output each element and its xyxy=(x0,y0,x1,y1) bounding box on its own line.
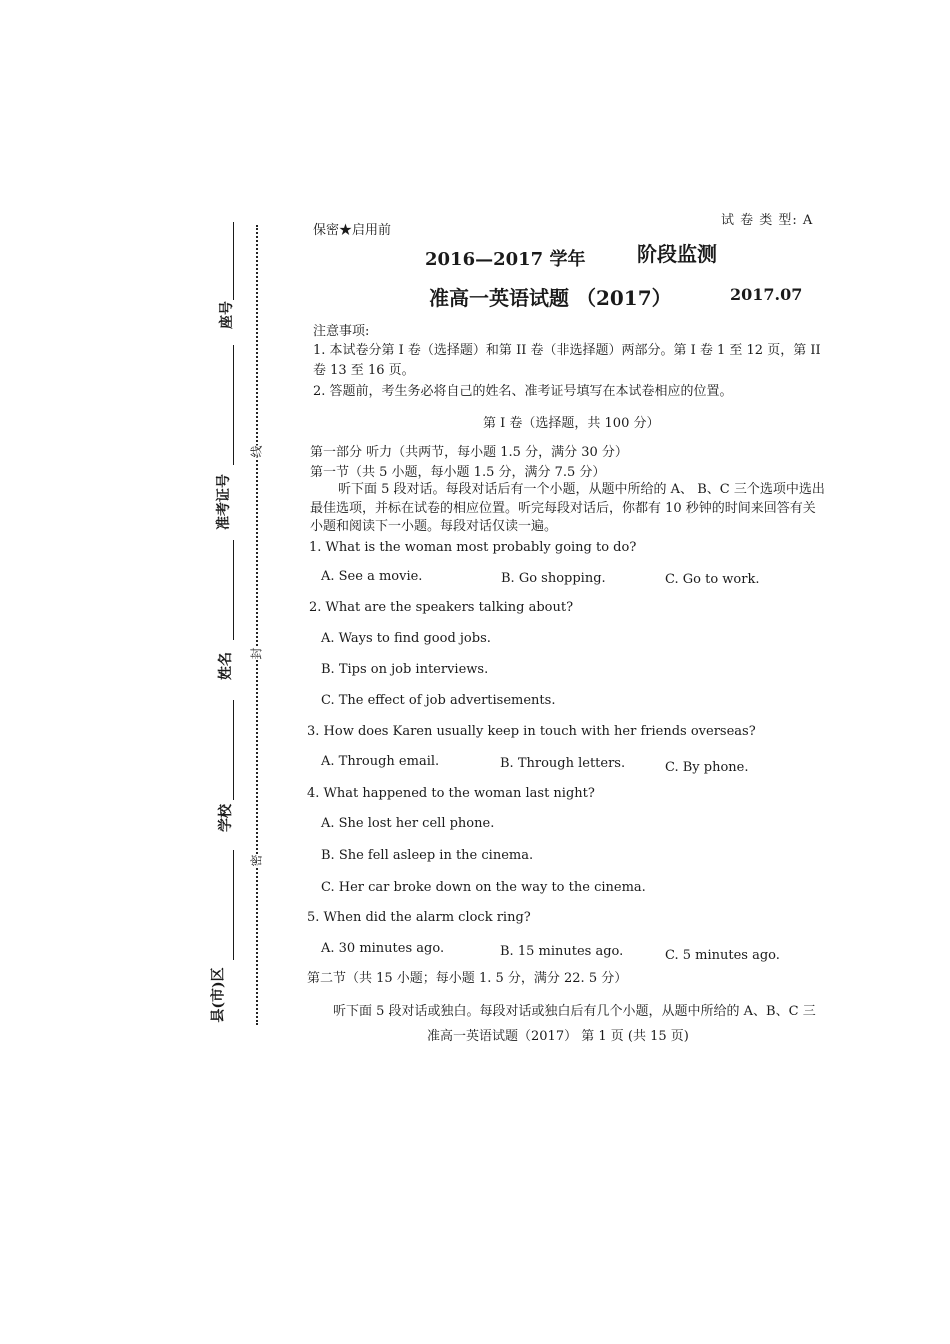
notes-item1-line2: 卷 13 至 16 页。 xyxy=(313,363,415,378)
notes-item1-line1: 1. 本试卷分第 I 卷（选择题）和第 II 卷（非选择题）两部分。第 I 卷 1 至 12 页，第 II xyxy=(313,343,821,358)
seal-mark-feng: 封 xyxy=(249,647,264,660)
notes-item2: 2. 答题前，考生务必将自己的姓名、准考证号填写在本试卷相应的位置。 xyxy=(313,384,733,399)
admission-label: 准考证号 xyxy=(216,474,232,530)
school-label: 学校 xyxy=(218,804,234,832)
section2-heading: 第二节（共 15 小题；每小题 1. 5 分，满分 22. 5 分） xyxy=(307,971,628,986)
section1-instr-line2: 最佳选项，并标在试卷的相应位置。听完每段对话后，你都有 10 秒钟的时间来回答有关 xyxy=(310,501,816,516)
section2-instr-line1: 听下面 5 段对话或独白。每段对话或独白后有几个小题，从题中所给的 A、B、C 三 xyxy=(333,1004,816,1019)
section1-instr-line3: 小题和阅读下一小题。每段对话仅读一遍。 xyxy=(310,519,558,534)
section1-instr-line1: 听下面 5 段对话。每段对话后有一个小题，从题中所给的 A、 B、C 三个选项中选出 xyxy=(338,482,825,497)
option-c: C. Go to work. xyxy=(665,572,760,587)
option-c: C. 5 minutes ago. xyxy=(665,948,780,963)
admission-blank-line xyxy=(233,345,234,465)
option-b: B. Tips on job interviews. xyxy=(321,662,489,677)
title-date: 2017.07 xyxy=(730,285,803,304)
option-c: C. By phone. xyxy=(665,760,749,775)
option-a: A. She lost her cell phone. xyxy=(321,816,495,831)
seal-dotted-line xyxy=(256,225,258,1025)
question-stem: 3. How does Karen usually keep in touch with her friends overseas? xyxy=(307,724,756,739)
option-a: A. 30 minutes ago. xyxy=(321,941,445,956)
volume1-title: 第 I 卷（选择题，共 100 分） xyxy=(483,416,660,431)
county-label: 县(市)区 xyxy=(210,967,227,1023)
option-c: C. The effect of job advertisements. xyxy=(321,693,556,708)
seat-blank-line xyxy=(233,222,234,300)
school-blank-line xyxy=(233,700,234,800)
option-b: B. She fell asleep in the cinema. xyxy=(321,848,534,863)
seal-mark-line: 线 xyxy=(249,445,264,458)
question-stem: 4. What happened to the woman last night? xyxy=(307,786,595,801)
question-stem: 1. What is the woman most probably going to do? xyxy=(309,540,637,555)
option-a: A. See a movie. xyxy=(321,569,423,584)
name-blank-line xyxy=(233,540,234,640)
seal-mark-mi: 密 xyxy=(249,854,264,867)
question-stem: 5. When did the alarm clock ring? xyxy=(307,910,531,925)
option-c: C. Her car broke down on the way to the cinema. xyxy=(321,880,646,895)
seat-label: 座号 xyxy=(219,301,235,329)
option-b: B. Through letters. xyxy=(500,756,626,771)
title-stage: 阶段监测 xyxy=(637,242,717,266)
confidential-label: 保密★启用前 xyxy=(313,223,392,238)
option-b: B. 15 minutes ago. xyxy=(500,944,624,959)
page-footer: 准高一英语试题（2017） 第 1 页 (共 15 页) xyxy=(427,1029,689,1044)
title-subject: 准高一英语试题 （2017） xyxy=(429,286,672,310)
notes-heading: 注意事项: xyxy=(313,324,370,339)
part1-heading: 第一部分 听力（共两节，每小题 1.5 分，满分 30 分） xyxy=(310,445,628,460)
option-a: A. Ways to find good jobs. xyxy=(321,631,491,646)
county-blank-line xyxy=(233,850,234,960)
paper-type-label: 试 卷 类 型: A xyxy=(721,213,814,228)
name-label: 姓名 xyxy=(218,652,234,680)
title-year-range: 2016—2017 学年 xyxy=(425,249,586,270)
option-b: B. Go shopping. xyxy=(501,571,606,586)
option-a: A. Through email. xyxy=(321,754,440,769)
question-stem: 2. What are the speakers talking about? xyxy=(309,600,574,615)
section1-heading: 第一节（共 5 小题，每小题 1.5 分，满分 7.5 分） xyxy=(310,465,606,480)
